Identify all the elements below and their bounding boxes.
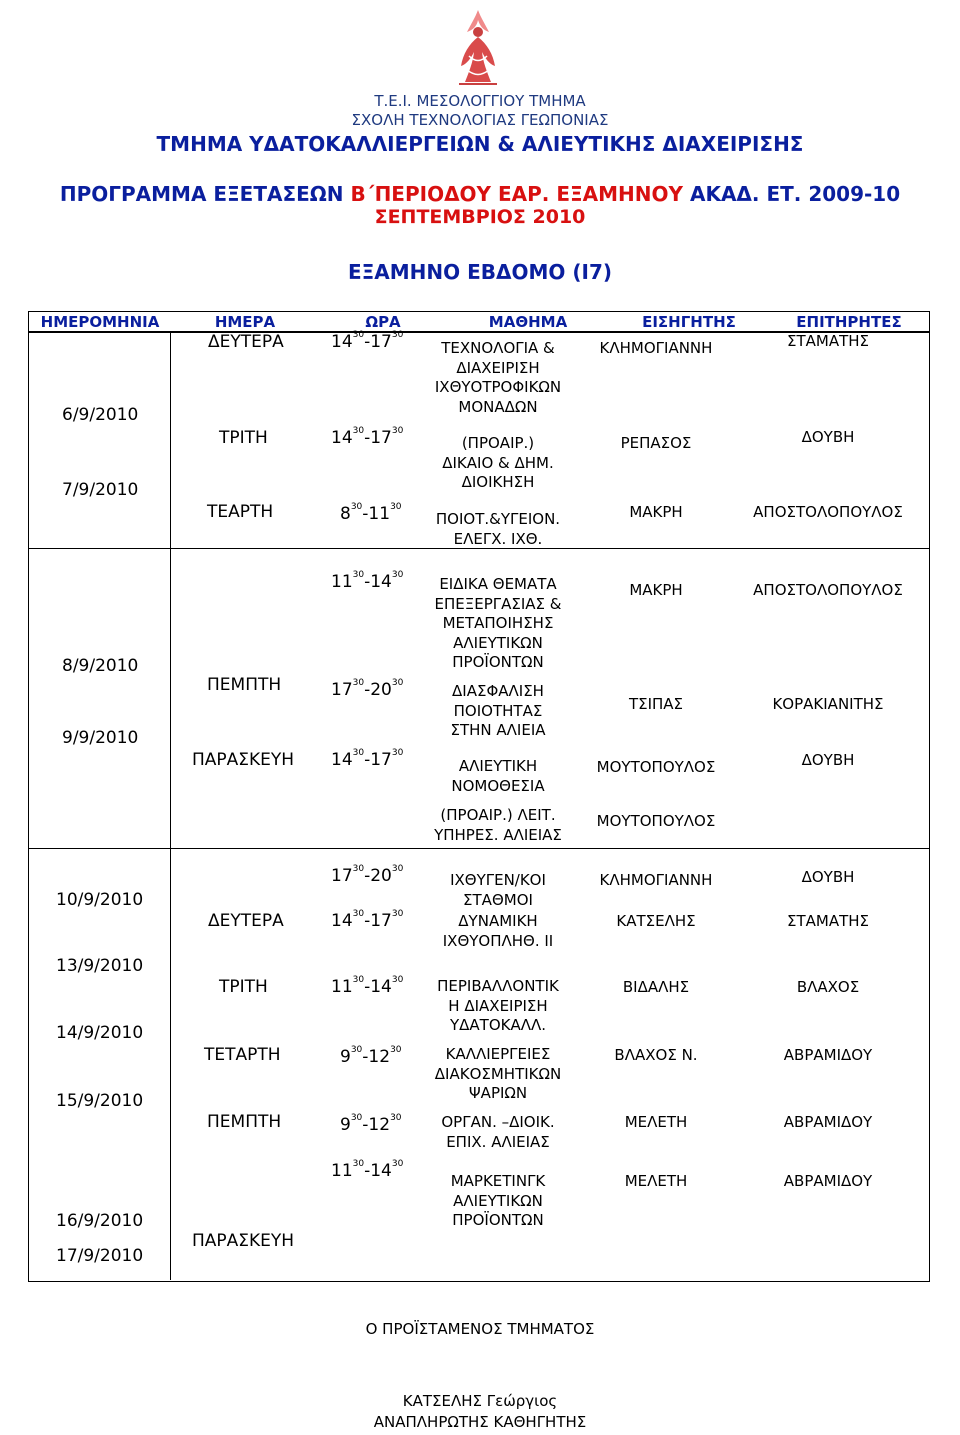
lecturer-name: ΜΑΚΡΗ <box>629 503 683 521</box>
course-name: ΤΕΧΝΟΛΟΓΙΑ & ΔΙΑΧΕΙΡΙΣΗ ΙΧΘΥΟΤΡΟΦΙΚΩΝ ΜΟΝΑΔΩΝ <box>434 339 562 416</box>
col-header-time: ΩΡΑ <box>365 313 401 331</box>
course-name: ΕΙΔΙΚΑ ΘΕΜΑΤΑ ΕΠΕΞΕΡΓΑΣΙΑΣ & ΜΕΤΑΠΟΙΗΣΗΣ ΑΛΙΕΥΤΙΚΩΝ ΠΡΟΪΟΝΤΩΝ <box>434 575 562 671</box>
program-title-part1: ΠΡΟΓΡΑΜΜΑ ΕΞΕΤΑΣΕΩΝ <box>59 182 344 206</box>
exam-date: 17/9/2010 <box>56 1246 144 1266</box>
supervisor-name: ΔΟΥΒΗ <box>801 868 855 886</box>
block-divider <box>28 848 930 849</box>
exam-day: ΤΕΑΡΤΗ <box>207 502 274 522</box>
course-name: ΠΟΙΟΤ.&ΥΓΕΙΟΝ. ΕΛΕΓΧ. ΙΧΘ. <box>435 510 561 548</box>
lecturer-name: ΜΑΚΡΗ <box>629 581 683 599</box>
supervisor-name: ΔΟΥΒΗ <box>801 751 855 769</box>
exam-day: ΤΡΙΤΗ <box>219 428 268 448</box>
lecturer-name: ΡΕΠΑΣΟΣ <box>620 434 692 452</box>
lecturer-name: ΒΛΑΧΟΣ Ν. <box>614 1046 698 1064</box>
signatory-position: ΑΝΑΠΛΗΡΩΤΗΣ ΚΑΘΗΓΗΤΗΣ <box>373 1413 587 1431</box>
supervisor-name: ΑΒΡΑΜΙΔΟΥ <box>783 1113 873 1131</box>
signatory-name: ΚΑΤΣΕΛΗΣ Γεώργιος <box>402 1392 558 1410</box>
course-name: ΔΥΝΑΜΙΚΗ ΙΧΘΥΟΠΛΗΘ. ΙΙ <box>442 912 554 950</box>
supervisor-name: ΑΠΟΣΤΟΛΟΠΟΥΛΟΣ <box>753 503 903 521</box>
program-title-part3: ΑΚΑΔ. ΕΤ. 2009-10 <box>689 182 901 206</box>
exam-date: 8/9/2010 <box>62 656 139 676</box>
lecturer-name: ΜΕΛΕΤΗ <box>624 1172 688 1190</box>
col-header-day: ΗΜΕΡΑ <box>214 313 276 331</box>
col-header-date: ΗΜΕΡΟΜΗΝΙΑ <box>40 313 160 331</box>
supervisor-name: ΣΤΑΜΑΤΗΣ <box>786 912 870 930</box>
supervisor-name: ΑΒΡΑΜΙΔΟΥ <box>783 1172 873 1190</box>
supervisor-name: ΚΟΡΑΚΙΑΝΙΤΗΣ <box>772 695 884 713</box>
exam-day: ΤΡΙΤΗ <box>219 977 268 997</box>
lecturer-name: ΚΛΗΜΟΓΙΑΝΝΗ <box>599 339 713 357</box>
course-name: ΙΧΘΥΓΕΝ/ΚΟΙ ΣΤΑΘΜΟΙ <box>450 871 546 909</box>
col-header-supervisors: ΕΠΙΤΗΡΗΤΕΣ <box>796 313 902 331</box>
exam-time: $17^{30}-20^{30}$ <box>331 678 404 700</box>
exam-time: $14^{30}-17^{30}$ <box>331 426 404 448</box>
col-header-course: ΜΑΘΗΜΑ <box>488 313 568 331</box>
exam-time: $11^{30}-14^{30}$ <box>331 975 404 997</box>
lecturer-name: ΜΕΛΕΤΗ <box>624 1113 688 1131</box>
exam-day: ΔΕΥΤΕΡΑ <box>208 911 284 931</box>
exam-time: $11^{30}-14^{30}$ <box>331 1159 404 1181</box>
institution-name: Τ.Ε.Ι. ΜΕΣΟΛΟΓΓΙΟΥ ΤΜΗΜΑ <box>374 92 586 110</box>
table-header <box>28 311 930 333</box>
head-of-department-title: Ο ΠΡΟΪΣΤΑΜΕΝΟΣ ΤΜΗΜΑΤΟΣ <box>365 1320 595 1338</box>
course-name: ΔΙΑΣΦΑΛΙΣΗ ΠΟΙΟΤΗΤΑΣ ΣΤΗΝ ΑΛΙΕΙΑ <box>450 682 546 739</box>
exam-time: $9^{30}-12^{30}$ <box>340 1113 402 1135</box>
exam-day: ΠΕΜΠΤΗ <box>207 675 282 695</box>
exam-date: 16/9/2010 <box>56 1211 144 1231</box>
supervisor-name: ΑΒΡΑΜΙΔΟΥ <box>783 1046 873 1064</box>
exam-time: $14^{30}-17^{30}$ <box>331 330 404 352</box>
program-title-part2: Β΄ΠΕΡΙΟΔΟΥ ΕΑΡ. ΕΞΑΜΗΝΟΥ <box>350 182 683 206</box>
lecturer-name: ΚΛΗΜΟΓΙΑΝΝΗ <box>599 871 713 889</box>
exam-date: 15/9/2010 <box>56 1091 144 1111</box>
exam-day: ΠΕΜΠΤΗ <box>207 1112 282 1132</box>
exam-date: 9/9/2010 <box>62 728 139 748</box>
course-name: ΑΛΙΕΥΤΙΚΗ ΝΟΜΟΘΕΣΙΑ <box>451 757 545 795</box>
exam-date: 10/9/2010 <box>56 890 144 910</box>
course-name: ΠΕΡΙΒΑΛΛΟΝΤΙΚ Η ΔΙΑΧΕΙΡΙΣΗ ΥΔΑΤΟΚΑΛΛ. <box>437 977 559 1034</box>
lecturer-name: ΤΣΙΠΑΣ <box>628 695 684 713</box>
school-name: ΣΧΟΛΗ ΤΕΧΝΟΛΟΓΙΑΣ ΓΕΩΠΟΝΙΑΣ <box>351 111 609 129</box>
exam-time: $11^{30}-14^{30}$ <box>331 570 404 592</box>
exam-date: 14/9/2010 <box>56 1023 144 1043</box>
lecturer-name: ΜΟΥΤΟΠΟΥΛΟΣ <box>596 758 716 776</box>
supervisor-name: ΔΟΥΒΗ <box>801 428 855 446</box>
exam-day: ΠΑΡΑΣΚΕΥΗ <box>192 750 295 770</box>
exam-time: $17^{30}-20^{30}$ <box>331 864 404 886</box>
lecturer-name: ΒΙΔΑΛΗΣ <box>622 978 690 996</box>
exam-date: 6/9/2010 <box>62 405 139 425</box>
exam-time: $14^{30}-17^{30}$ <box>331 748 404 770</box>
course-name: ΜΑΡΚΕΤΙΝΓΚ ΑΛΙΕΥΤΙΚΩΝ ΠΡΟΪΟΝΤΩΝ <box>450 1172 546 1229</box>
exam-time: $8^{30}-11^{30}$ <box>340 502 402 524</box>
exam-time: $14^{30}-17^{30}$ <box>331 909 404 931</box>
exam-time: $9^{30}-12^{30}$ <box>340 1045 402 1067</box>
exam-date: 7/9/2010 <box>62 480 139 500</box>
supervisor-name: ΑΠΟΣΤΟΛΟΠΟΥΛΟΣ <box>753 581 903 599</box>
lecturer-name: ΜΟΥΤΟΠΟΥΛΟΣ <box>596 812 716 830</box>
exam-date: 13/9/2010 <box>56 956 144 976</box>
exam-day: ΠΑΡΑΣΚΕΥΗ <box>192 1231 295 1251</box>
exam-day: ΤΕΤΑΡΤΗ <box>204 1045 281 1065</box>
course-name: (ΠΡΟΑΙΡ.) ΛΕΙΤ. ΥΠΗΡΕΣ. ΑΛΙΕΙΑΣ <box>434 806 562 844</box>
supervisor-name: ΣΤΑΜΑΤΗΣ <box>786 332 870 350</box>
seal-figure-emblem <box>447 6 509 88</box>
exam-month: ΣΕΠΤΕΜΒΡΙΟΣ 2010 <box>374 206 586 228</box>
exam-day: ΔΕΥΤΕΡΑ <box>208 332 284 352</box>
supervisor-name: ΒΛΑΧΟΣ <box>796 978 860 996</box>
course-name: ΟΡΓΑΝ. –ΔΙΟΙΚ. ΕΠΙΧ. ΑΛΙΕΙΑΣ <box>441 1113 555 1151</box>
date-column-divider <box>170 331 171 1280</box>
lecturer-name: ΚΑΤΣΕΛΗΣ <box>616 912 696 930</box>
department-title: ΤΜΗΜΑ ΥΔΑΤΟΚΑΛΛΙΕΡΓΕΙΩΝ & ΑΛΙΕΥΤΙΚΗΣ ΔΙΑΧΕΙΡΙΣΗΣ <box>156 132 804 156</box>
course-name: ΚΑΛΛΙΕΡΓΕΙΕΣ ΔΙΑΚΟΣΜΗΤΙΚΩΝ ΨΑΡΙΩΝ <box>434 1045 562 1102</box>
program-title <box>0 182 960 206</box>
course-name: (ΠΡΟΑΙΡ.) ΔΙΚΑΙΟ & ΔΗΜ. ΔΙΟΙΚΗΣΗ <box>442 434 554 491</box>
semester-title: ΕΞΑΜΗΝΟ ΕΒΔΟΜΟ (Ι7) <box>347 260 612 284</box>
col-header-lecturer: ΕΙΣΗΓΗΤΗΣ <box>642 313 736 331</box>
